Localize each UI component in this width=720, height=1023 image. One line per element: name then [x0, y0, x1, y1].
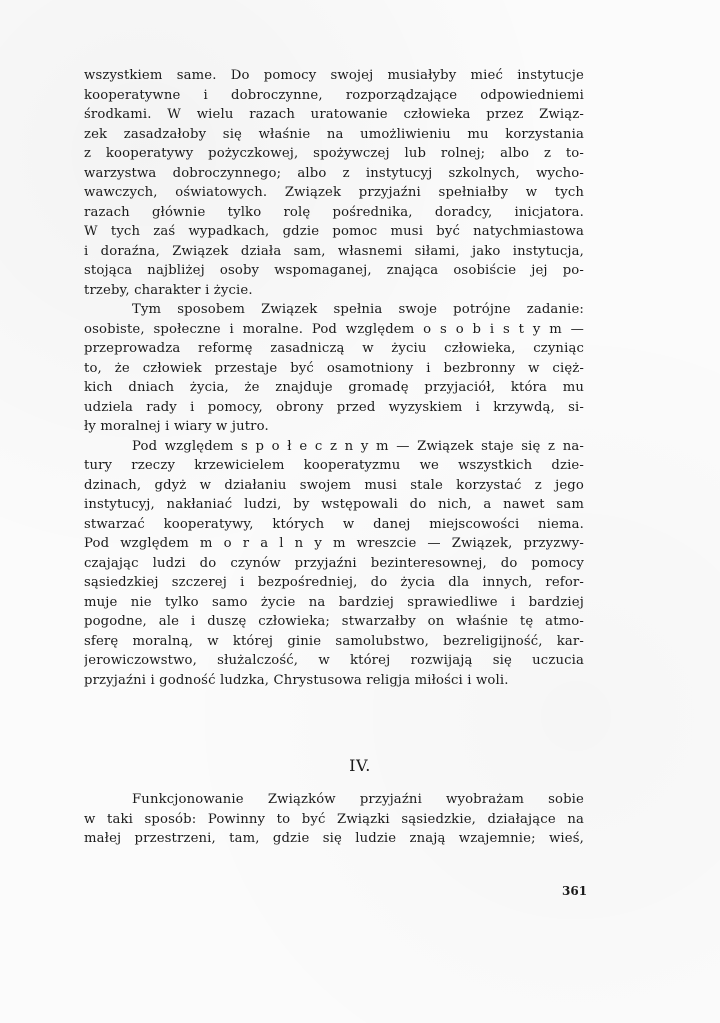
text-line: instytucyj, nakłaniać ludzi, by wstępowali do nich, a nawet sam	[84, 497, 584, 512]
text-line: wawczych, oświatowych. Związek przyjaźni spełniałby w tych	[84, 185, 584, 200]
paragraph-start-line: Pod względem s p o ł e c z n y m — Związek staje się z na-	[132, 438, 584, 454]
section-heading: IV.	[349, 756, 371, 775]
page-number: 361	[562, 884, 588, 898]
paragraph-start-line: Funkcjonowanie Związków przyjaźni wyobrażam sobie	[132, 792, 584, 807]
text-line: jerowiczowstwo, służalczość, w której rozwijają się uczucia	[84, 653, 584, 668]
text-line: zek zasadzałoby się właśnie na umożliwieniu mu korzystania	[84, 126, 584, 142]
text-line: razach głównie tylko rolę pośrednika, doradcy, inicjatora.	[84, 204, 584, 220]
section-text	[84, 790, 584, 849]
text-line: wszystkiem same. Do pomocy swojej musiałyby mieć instytucje	[84, 68, 584, 83]
text-line: Pod względem m o r a l n y m wreszcie — Związek, przyzwy-	[84, 536, 584, 551]
text-line: tury rzeczy krzewicielem kooperatyzmu we wszystkich dzie-	[84, 458, 584, 473]
body-text	[84, 66, 584, 690]
text-line: przyjaźni i godność ludzka, Chrystusowa religja miłości i woli.	[84, 672, 509, 688]
text-line: stwarzać kooperatywy, których w danej miejscowości niema.	[84, 516, 584, 532]
text-line: W tych zaś wypadkach, gdzie pomoc musi być natychmiastowa	[84, 224, 584, 239]
text-line: dzinach, gdyż w działaniu swojem musi stale korzystać z jego	[84, 477, 584, 493]
text-line: to, że człowiek przestaje być osamotniony i bezbronny w cięż-	[84, 360, 584, 376]
text-line: pogodne, ale i duszę człowieka; stwarzałby on właśnie tę atmo-	[84, 614, 584, 629]
text-line: kooperatywne i dobroczynne, rozporządzające odpowiedniemi	[84, 87, 584, 103]
text-line: czajając ludzi do czynów przyjaźni bezinteresownej, do pomocy	[84, 555, 584, 571]
text-line: muje nie tylko samo życie na bardziej sprawiedliwe i bardziej	[84, 594, 584, 610]
text-line: z kooperatywy pożyczkowej, spożywczej lub rolnej; albo z to-	[84, 146, 584, 161]
text-line: stojąca najbliżej osoby wspomaganej, znająca osobiście jej po-	[84, 263, 584, 278]
text-line: przeprowadza reformę zasadniczą w życiu człowieka, czyniąc	[84, 341, 584, 356]
text-line: środkami. W wielu razach uratowanie człowieka przez Związ-	[84, 107, 584, 122]
text-line: i doraźna, Związek działa sam, własnemi siłami, jako instytucja,	[84, 243, 584, 259]
text-line: kich dniach życia, że znajduje gromadę przyjaciół, która mu	[84, 380, 584, 395]
text-line: sferę moralną, w której ginie samolubstwo, bezreligijność, kar-	[84, 633, 584, 649]
text-line: udziela rady i pomocy, obrony przed wyzyskiem i krzywdą, si-	[84, 399, 584, 415]
paragraph-start-line: Tym sposobem Związek spełnia swoje potrójne zadanie:	[132, 302, 584, 317]
text-line: w taki sposób: Powinny to być Związki sąsiedzkie, działające na	[84, 811, 584, 827]
text-line: trzeby, charakter i życie.	[84, 282, 253, 298]
text-line: warzystwa dobroczynnego; albo z instytucyj szkolnych, wycho-	[84, 165, 584, 181]
text-line: małej przestrzeni, tam, gdzie się ludzie znają wzajemnie; wieś,	[84, 831, 584, 846]
text-line: sąsiedzkiej szczerej i bezpośredniej, do życia dla innych, refor-	[84, 575, 584, 590]
text-line: osobiste, społeczne i moralne. Pod względem o s o b i s t y m —	[84, 321, 584, 337]
text-line: ły moralnej i wiary w jutro.	[84, 419, 269, 434]
